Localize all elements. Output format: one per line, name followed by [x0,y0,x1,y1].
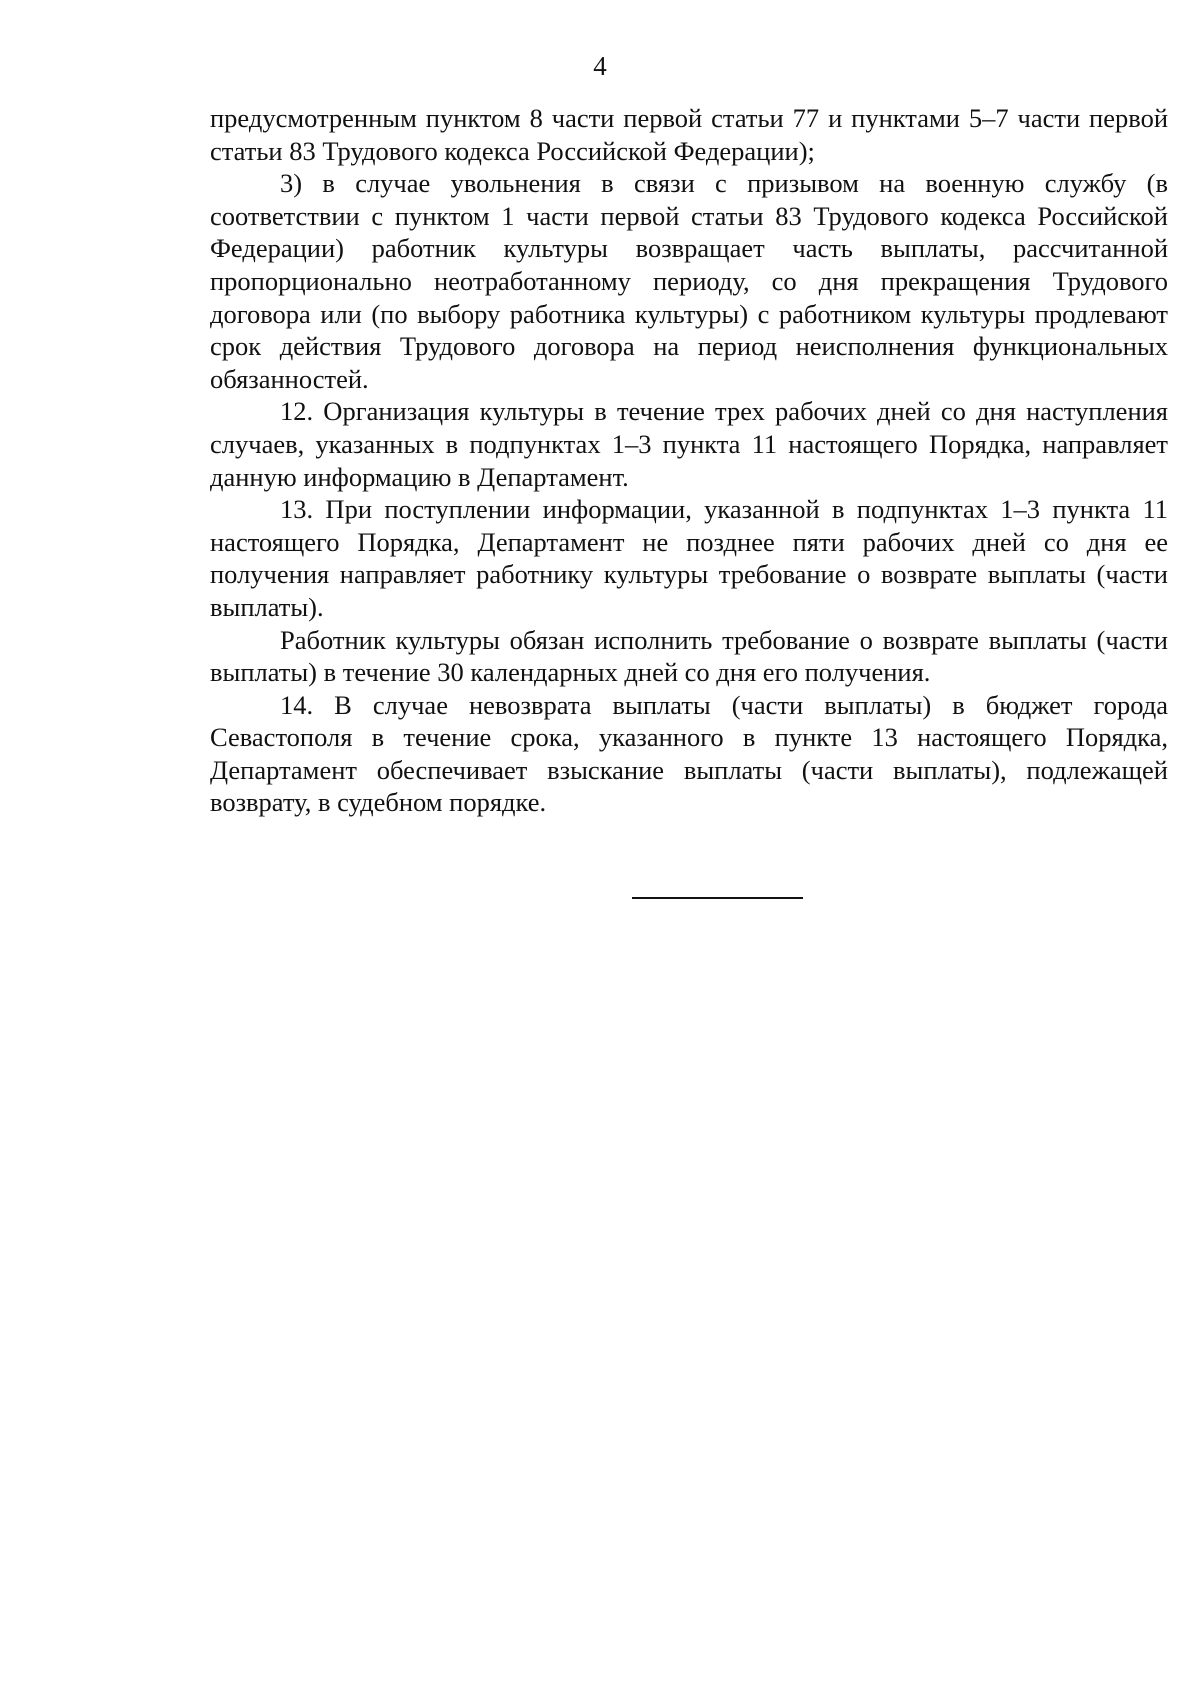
document-body [210,102,1168,819]
paragraph-13-obligation: Работник культуры обязан исполнить требование о возврате выплаты (части выплаты) в течение 30 календарных дней со дня его получения. [210,624,1168,688]
paragraph-14: 14. В случае невозврата выплаты (части выплаты) в бюджет города Севастополя в течение срока, указанного в пункте 13 настоящего Порядка, Департамент обеспечивает взыскание выплаты (части выплаты), подлежащей возврату, в судебном порядке. [210,689,1168,818]
paragraph-12: 12. Организация культуры в течение трех рабочих дней со дня наступления случаев, указанных в подпунктах 1–3 пункта 11 настоящего Порядка, направляет данную информацию в Департамент. [210,396,1168,492]
paragraph-continuation: предусмотренным пунктом 8 части первой статьи 77 и пунктами 5–7 части первой статьи 83 Трудового кодекса Российской Федерации); [210,103,1168,166]
paragraph-13: 13. При поступлении информации, указанной в подпунктах 1–3 пункта 11 настоящего Порядка, Департамент не позднее пяти рабочих дней со дня ее получения направляет работнику культуры требование о возврате выплаты (части выплаты). [210,494,1168,622]
end-of-document-rule [632,897,803,899]
page-number: 4 [593,51,607,81]
paragraph-item-3: 3) в случае увольнения в связи с призывом на военную службу (в соответствии с пунктом 1 части первой статьи 83 Трудового кодекса Российской Федерации) работник культуры возвращает часть выплаты, рассчитанной пропорционально неотработанному периоду, со дня прекращения Трудового договора или (по выбору работника культуры) с работником культуры продлевают срок действия Трудового договора на период неисполнения функциональных обязанностей. [210,168,1168,394]
